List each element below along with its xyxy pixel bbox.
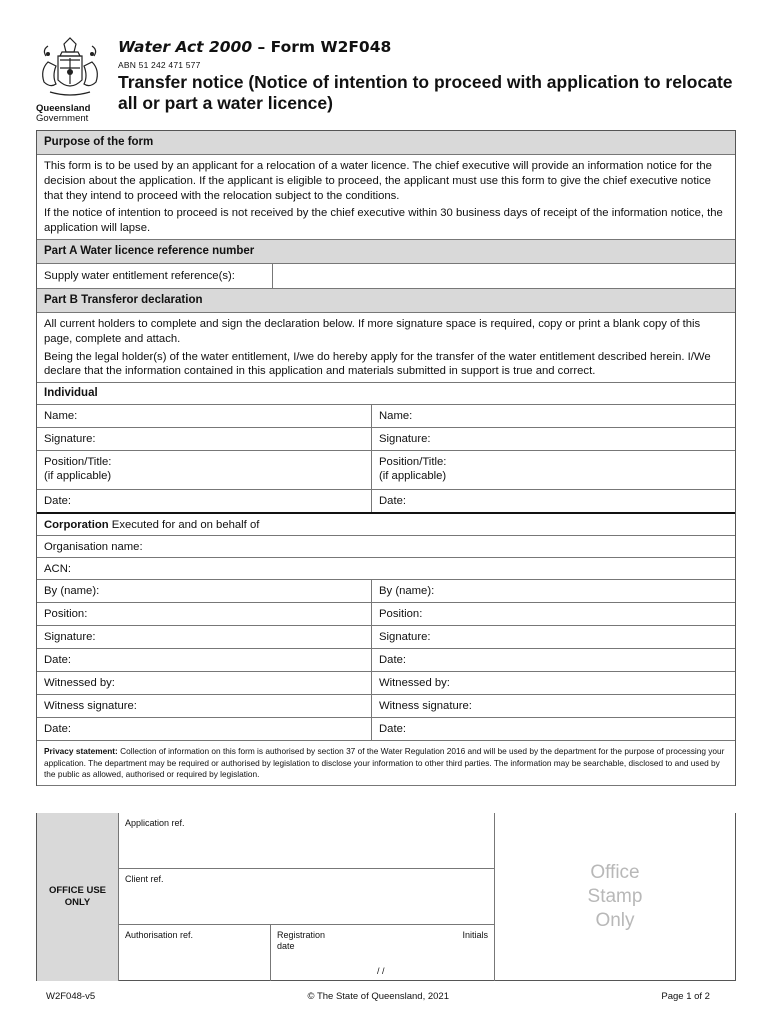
office-use-label bbox=[36, 813, 119, 981]
registration-label: Registration bbox=[277, 930, 326, 940]
form-body bbox=[36, 130, 736, 786]
acn-field[interactable]: ACN: bbox=[37, 558, 735, 580]
privacy-text: Collection of information on this form is authorised by section 37 of the Water Regulation 2016 and will be used by the department for the purpose of processing your application. The department may be required or authorised by legislation to disclose your information to other third parties. The information may be searchable, disclosed to and used by the public as allowed, authorised or required by legislation. bbox=[44, 746, 725, 780]
privacy-statement bbox=[37, 741, 735, 786]
corporation-label: Corporation bbox=[44, 519, 109, 532]
individual-date-field-2[interactable]: Date: bbox=[379, 495, 407, 508]
registration-date-label: date bbox=[277, 941, 295, 951]
individual-signature-field-1[interactable]: Signature: bbox=[37, 428, 372, 450]
corp-signature-field-2[interactable]: Signature: bbox=[379, 631, 431, 644]
witness-signature-row bbox=[37, 695, 735, 718]
corp-signature-row bbox=[37, 626, 735, 649]
act-title bbox=[118, 38, 738, 56]
individual-position-field-2[interactable] bbox=[372, 451, 735, 489]
office-fields bbox=[119, 813, 494, 981]
form-header bbox=[36, 36, 736, 128]
abn-number: ABN 51 242 471 577 bbox=[118, 60, 201, 70]
individual-signature-row bbox=[37, 428, 735, 451]
page-title: Transfer notice (Notice of intention to proceed with application to relocate all or part a water licence) bbox=[118, 72, 733, 113]
corp-date-field-2[interactable]: Date: bbox=[379, 654, 407, 667]
witness-signature-field-1[interactable]: Witness signature: bbox=[37, 695, 372, 717]
individual-position-field-1[interactable] bbox=[37, 451, 372, 489]
witness-date-field-2[interactable]: Date: bbox=[379, 723, 407, 736]
witness-date-row bbox=[37, 718, 735, 741]
supply-reference-label: Supply water entitlement reference(s): bbox=[37, 264, 273, 288]
supply-reference-field[interactable] bbox=[273, 264, 735, 286]
purpose-para-2: If the notice of intention to proceed is not received by the chief executive within 30 business days of receipt of the information notice, the application will lapse. bbox=[44, 207, 723, 235]
date-slashes: / / bbox=[377, 966, 385, 976]
office-stamp-area bbox=[494, 813, 736, 981]
purpose-heading: Purpose of the form bbox=[37, 131, 735, 155]
queensland-government-logo bbox=[36, 36, 104, 126]
form-code: W2F048-v5 bbox=[46, 991, 96, 1002]
page-footer bbox=[46, 991, 710, 1002]
client-ref-field[interactable]: Client ref. bbox=[119, 869, 494, 925]
form-number: – Form W2F048 bbox=[252, 38, 392, 56]
corporation-subtitle: Executed for and on behalf of bbox=[108, 519, 260, 532]
registration-date-field[interactable] bbox=[271, 925, 494, 981]
declaration-text bbox=[37, 313, 735, 383]
supply-reference-row bbox=[37, 264, 735, 289]
corp-position-field-2[interactable]: Position: bbox=[379, 608, 423, 621]
corp-position-field-1[interactable]: Position: bbox=[37, 603, 372, 625]
office-use-line-2: ONLY bbox=[64, 897, 91, 908]
purpose-text bbox=[37, 155, 735, 240]
individual-name-field-1[interactable]: Name: bbox=[37, 405, 372, 427]
coat-of-arms-icon bbox=[36, 36, 104, 102]
stamp-line-3: Only bbox=[595, 910, 635, 931]
by-name-row bbox=[37, 580, 735, 603]
witnessed-by-field-2[interactable]: Witnessed by: bbox=[379, 677, 450, 690]
office-use-section bbox=[36, 813, 736, 981]
stamp-line-2: Stamp bbox=[587, 886, 643, 907]
corp-date-row bbox=[37, 649, 735, 672]
privacy-label: Privacy statement: bbox=[44, 746, 118, 757]
witnessed-by-row bbox=[37, 672, 735, 695]
individual-position-row bbox=[37, 451, 735, 490]
declaration-para-2: Being the legal holder(s) of the water entitlement, I/we do hereby apply for the transfer of the water entitlement described herein. I/We declare that the information contained in this application and materials submitted in support is true and correct. bbox=[44, 350, 711, 378]
stamp-line-1: Office bbox=[590, 862, 640, 883]
logo-state: Queensland bbox=[36, 103, 91, 114]
purpose-para-1: This form is to be used by an applicant for a relocation of a water licence. The chief executive will provide an information notice for the decision about the application. If the applicant is eligible to proceed, the applicant must use this form to give the chief executive notice that they intend to proceed with the relocation subject to the conditions. bbox=[44, 160, 712, 202]
individual-name-row bbox=[37, 405, 735, 428]
individual-heading: Individual bbox=[37, 383, 735, 405]
if-applicable-label: (if applicable) bbox=[379, 470, 447, 483]
witness-date-field-1[interactable]: Date: bbox=[37, 718, 372, 740]
by-name-field-2[interactable]: By (name): bbox=[379, 585, 435, 598]
if-applicable-label: (if applicable) bbox=[44, 470, 112, 483]
by-name-field-1[interactable]: By (name): bbox=[37, 580, 372, 602]
act-name: Water Act 2000 bbox=[118, 38, 253, 56]
organisation-name-field[interactable]: Organisation name: bbox=[37, 536, 735, 558]
logo-government: Government bbox=[36, 113, 89, 124]
witness-signature-field-2[interactable]: Witness signature: bbox=[379, 700, 472, 713]
individual-date-field-1[interactable]: Date: bbox=[37, 490, 372, 512]
witnessed-by-field-1[interactable]: Witnessed by: bbox=[37, 672, 372, 694]
page-number: Page 1 of 2 bbox=[661, 991, 710, 1002]
declaration-para-1: All current holders to complete and sign the declaration below. If more signature space is required, copy or print a blank copy of this page, complete and attach. bbox=[44, 317, 701, 345]
application-ref-field[interactable]: Application ref. bbox=[119, 813, 494, 869]
individual-signature-field-2[interactable]: Signature: bbox=[379, 433, 431, 446]
individual-date-row bbox=[37, 490, 735, 514]
part-a-heading: Part A Water licence reference number bbox=[37, 240, 735, 264]
individual-name-field-2[interactable]: Name: bbox=[379, 410, 413, 423]
corp-signature-field-1[interactable]: Signature: bbox=[37, 626, 372, 648]
position-label: Position/Title: bbox=[44, 456, 112, 469]
office-use-line-1: OFFICE USE bbox=[48, 885, 106, 896]
logo-text bbox=[36, 104, 104, 124]
corp-date-field-1[interactable]: Date: bbox=[37, 649, 372, 671]
position-label: Position/Title: bbox=[379, 456, 447, 469]
corp-position-row bbox=[37, 603, 735, 626]
copyright: © The State of Queensland, 2021 bbox=[307, 991, 449, 1002]
part-b-heading: Part B Transferor declaration bbox=[37, 289, 735, 313]
authorisation-ref-field[interactable]: Authorisation ref. bbox=[119, 925, 271, 981]
corporation-heading bbox=[37, 514, 735, 536]
initials-label: Initials bbox=[462, 930, 488, 940]
